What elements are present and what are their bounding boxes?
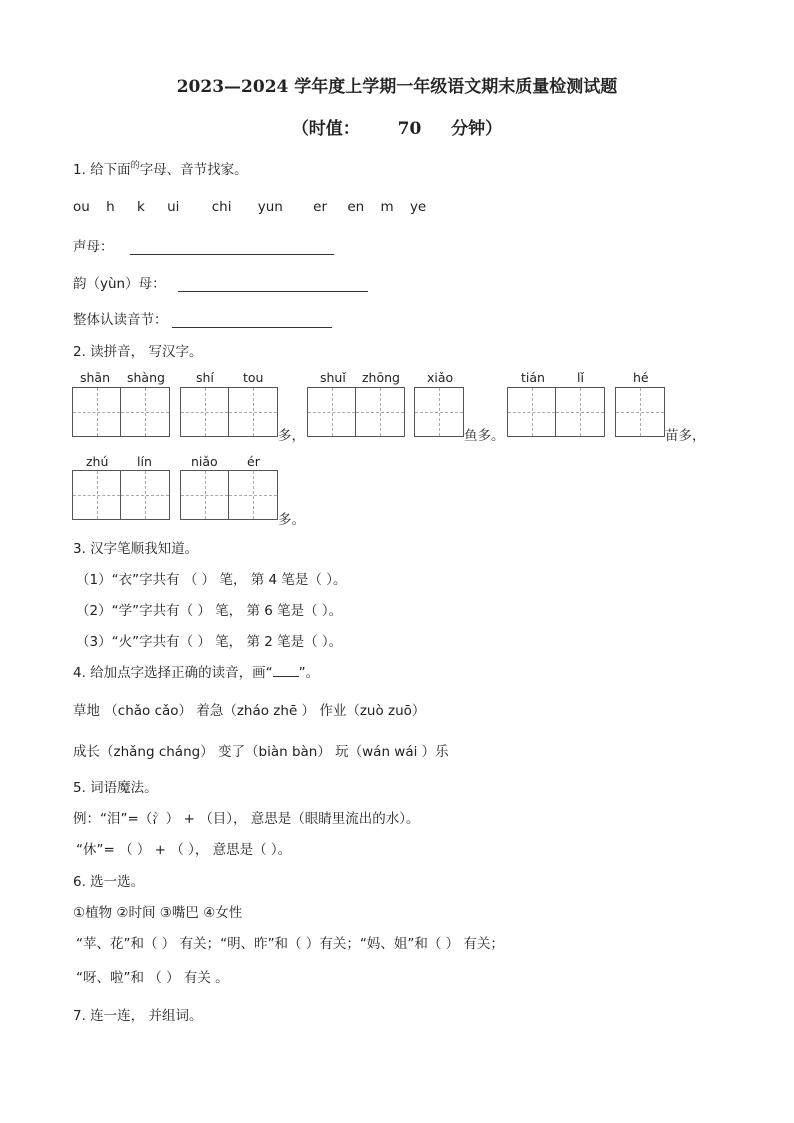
writing-grid[interactable] — [615, 387, 665, 437]
q7-prompt: 7. 连一连， 并组词。 — [73, 1008, 203, 1024]
q6-line: “呀、啦”和 （ ） 有关 。 — [76, 970, 229, 986]
pinyin: zhú — [86, 454, 109, 469]
shengmu-blank[interactable] — [130, 240, 334, 255]
letter: ui — [167, 199, 180, 215]
writing-grid[interactable] — [307, 387, 405, 437]
q5-task: “休”= （ ） + （ ）， 意思是（ ）。 — [76, 842, 292, 858]
letter: en — [347, 199, 365, 215]
q4-prompt — [73, 661, 319, 681]
pinyin: tián — [521, 370, 545, 385]
q1-prompt-a: 1. 给下面 — [73, 162, 131, 178]
zhengti-label: 整体认读音节： — [73, 312, 168, 328]
pinyin: niǎo — [191, 454, 218, 469]
yunmu-label: 韵（yùn）母： — [73, 276, 166, 292]
pinyin: xiǎo — [427, 370, 454, 385]
page-title: 2023—2024 学年度上学期一年级语文期末质量检测试题 — [176, 77, 618, 97]
zhengti-blank[interactable] — [172, 313, 332, 328]
pinyin: tou — [243, 370, 264, 385]
q1-prompt — [73, 158, 248, 178]
pinyin: lǐ — [577, 370, 584, 385]
pinyin: lín — [137, 454, 152, 469]
q6-line: “苹、花”和（ ） 有关；“明、昨”和（ ）有关；“妈、姐”和（ ） 有关； — [76, 936, 504, 952]
writing-grid[interactable] — [72, 470, 170, 520]
writing-grid[interactable] — [507, 387, 605, 437]
q4-prompt-a: 4. 给加点字选择正确的读音，画“ — [73, 665, 273, 681]
writing-grid[interactable] — [180, 387, 278, 437]
q3-line: （2）“学”字共有（ ） 笔， 第 6 笔是（ ）。 — [76, 603, 343, 619]
pinyin: ér — [247, 454, 260, 469]
q5-prompt: 5. 词语魔法。 — [73, 780, 158, 796]
letter: er — [313, 199, 328, 215]
q4-prompt-b: ”。 — [298, 665, 320, 681]
q2-suffix: 苗多， — [665, 428, 706, 444]
writing-grid[interactable] — [72, 387, 170, 437]
q2-prompt: 2. 读拼音， 写汉字。 — [73, 344, 203, 360]
letter: m — [380, 199, 394, 215]
time-close: 分钟） — [451, 119, 503, 139]
time-limit — [0, 114, 794, 139]
shengmu-label: 声母： — [73, 239, 114, 255]
letter: ou — [73, 199, 90, 215]
time-value: 70 — [397, 119, 422, 139]
yunmu-row — [73, 272, 368, 292]
writing-grid[interactable] — [180, 470, 278, 520]
q1-letters — [73, 199, 426, 215]
q6-options: ①植物 ②时间 ③嘴巴 ④女性 — [73, 905, 243, 921]
q5-example: 例：“泪”=（氵） + （目）， 意思是（眼睛里流出的水）。 — [73, 811, 420, 827]
q4-line: 成长（zhǎng cháng） 变了（biàn bàn） 玩（wán wái ）乐 — [73, 744, 449, 760]
letter: k — [136, 199, 145, 215]
letter: chi — [211, 199, 232, 215]
q3-prompt: 3. 汉字笔顺我知道。 — [73, 541, 199, 557]
yunmu-blank[interactable] — [178, 277, 368, 292]
letter: h — [106, 199, 115, 215]
q1-prompt-sup: 的 — [130, 161, 140, 171]
pinyin: shàng — [127, 370, 165, 385]
q6-prompt: 6. 选一选。 — [73, 874, 145, 890]
q4-line: 草地 （chǎo cǎo） 着急（zháo zhē ） 作业（zuò zuō） — [73, 703, 426, 719]
writing-grid[interactable] — [414, 387, 464, 437]
q2-suffix: 多。 — [278, 512, 305, 528]
pinyin: zhōng — [362, 370, 400, 385]
zhengti-row — [73, 308, 332, 328]
pinyin: shuǐ — [320, 370, 346, 385]
q2-suffix: 鱼多。 — [464, 428, 505, 444]
time-open: （时值： — [291, 119, 360, 139]
q2-suffix: 多， — [278, 428, 305, 444]
letter: ye — [409, 199, 427, 215]
q3-line: （3）“火”字共有（ ） 笔， 第 2 笔是（ ）。 — [76, 634, 343, 650]
pinyin: shí — [196, 370, 214, 385]
q1-prompt-b: 字母、音节找家。 — [139, 162, 248, 178]
q3-line: （1）“衣”字共有 （ ） 笔， 第 4 笔是（ ）。 — [76, 572, 347, 588]
pinyin: shān — [80, 370, 111, 385]
pinyin: hé — [633, 370, 649, 385]
underline-mark — [273, 666, 299, 677]
shengmu-row — [73, 235, 334, 255]
letter: yun — [257, 199, 283, 215]
